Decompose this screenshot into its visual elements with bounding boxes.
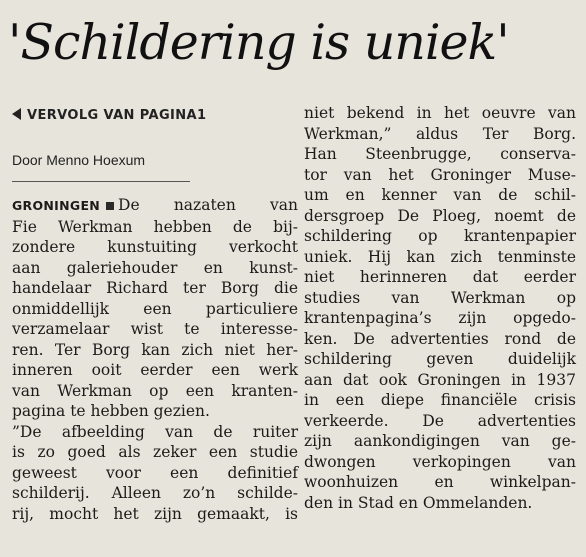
article-column-1 xyxy=(12,195,298,524)
article-line: woonhuizen en winkelpan- xyxy=(304,473,576,491)
article-line: uniek. Hij kan zich tenminste xyxy=(304,247,576,266)
article-line: aan dat ook Groningen in 1937 xyxy=(304,370,576,389)
article-line: verkeerde. De advertenties xyxy=(304,411,576,430)
article-line: um en kenner van de schil- xyxy=(304,186,576,204)
article-line: Han Steenbrugge, conserva- xyxy=(304,145,576,163)
article-line: schildering geven duidelijk xyxy=(304,350,576,368)
article-line: niet bekend in het oeuvre van xyxy=(304,104,576,122)
square-bullet-icon xyxy=(106,202,114,210)
triangle-left-icon xyxy=(12,108,21,120)
article-line xyxy=(12,195,298,217)
article-line: ken. De advertenties rond de xyxy=(304,329,576,348)
article-line: is zo goed als zeker een studie xyxy=(12,443,298,461)
article-line: onmiddellijk een particuliere xyxy=(12,299,298,318)
byline-divider xyxy=(12,181,190,182)
article-line: tor van het Groninger Muse- xyxy=(304,165,576,184)
article-line: zondere kunstuiting verkocht xyxy=(12,238,298,256)
article-line: pagina te hebben gezien. xyxy=(12,402,210,420)
article-line: Werkman,” aldus Ter Borg. xyxy=(304,124,576,143)
article-line: van Werkman op een kranten- xyxy=(12,381,298,400)
continued-from-kicker xyxy=(12,108,206,123)
article-column-2 xyxy=(304,103,576,513)
article-line: Fie Werkman hebben de bij- xyxy=(12,217,298,236)
article-line: ”De afbeelding van de ruiter xyxy=(12,422,298,441)
headline: 'Schildering is uniek' xyxy=(8,14,509,71)
article-line: den in Stad en Ommelanden. xyxy=(304,493,533,512)
article-line: studies van Werkman op xyxy=(304,288,576,307)
article-line: niet herinneren dat eerder xyxy=(304,268,576,286)
article-line: schilderij. Alleen zo’n schilde- xyxy=(12,484,298,502)
article-line: rij, mocht het zijn gemaakt, is xyxy=(12,504,298,523)
article-line: zijn aankondigingen van ge- xyxy=(304,432,576,450)
byline: Door Menno Hoexum xyxy=(12,152,146,168)
article-line: in een diepe financiële crisis xyxy=(304,391,576,409)
article-line: geweest voor een definitief xyxy=(12,463,298,482)
article-line: aan galeriehouder en kunst- xyxy=(12,258,298,277)
article-line: inneren ooit eerder een werk xyxy=(12,361,298,379)
article-line: dersgroep De Ploeg, noemt de xyxy=(304,206,576,225)
article-line: dwongen verkopingen van xyxy=(304,452,576,471)
kicker-label: VERVOLG VAN PAGINA1 xyxy=(27,108,207,123)
article-line: krantenpagina’s zijn opgedo- xyxy=(304,309,576,327)
article-line: schildering op krantenpapier xyxy=(304,227,576,245)
article-line-text: De nazaten van xyxy=(118,196,298,214)
article-line: verzamelaar wist te interesse- xyxy=(12,320,298,338)
article-line: handelaar Richard ter Borg die xyxy=(12,279,298,297)
dateline: GRONINGEN xyxy=(12,198,101,213)
article-line: ren. Ter Borg kan zich niet her- xyxy=(12,340,298,359)
